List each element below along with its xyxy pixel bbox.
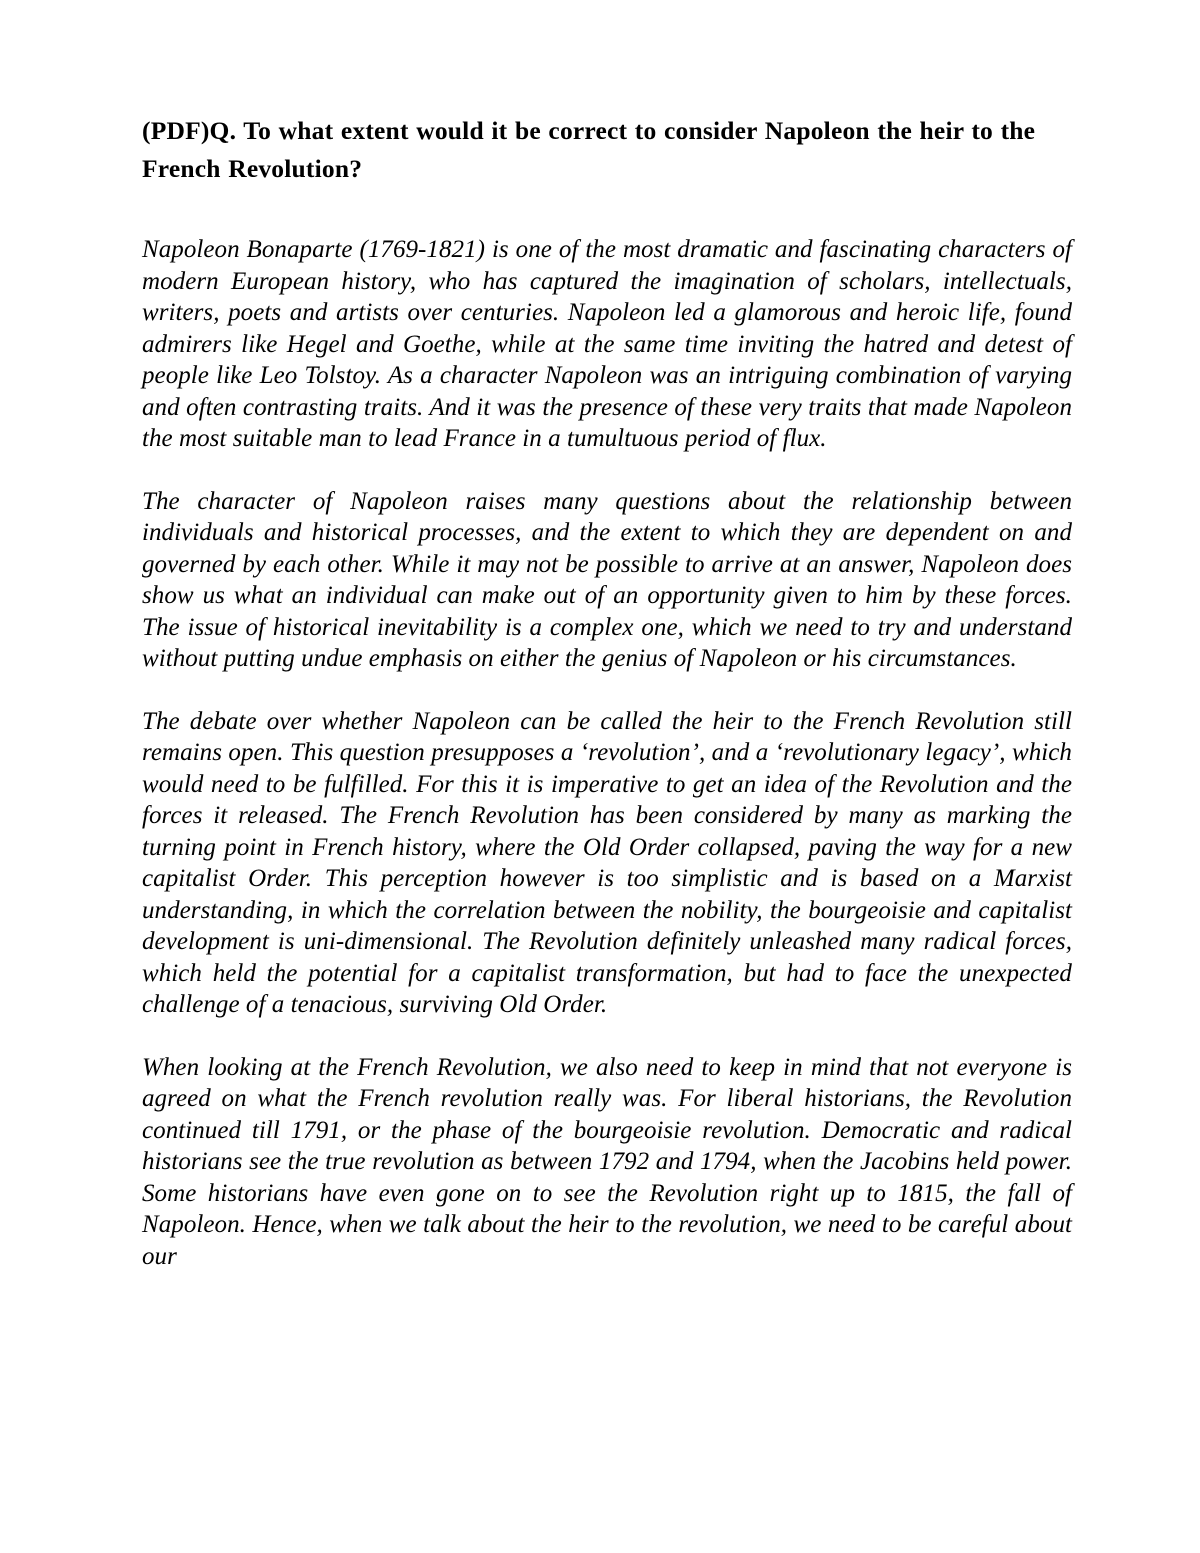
paragraph-spacer-3	[142, 1021, 1072, 1052]
paragraph-1: Napoleon Bonaparte (1769-1821) is one of the most dramatic and fascinating characters of modern European history, who has captured the imagination of scholars, intellectuals, writers, poets and artists over centuries. Napoleon led a glamorous and heroic life, found admirers like Hegel and Goethe, while at the same time inviting the hatred and detest of people like Leo Tolstoy. As a character Napoleon was an intriguing combination of varying and often contrasting traits. And it was the presence of these very traits that made Napoleon the most suitable man to lead France in a tumultuous period of flux.	[142, 236, 1072, 452]
paragraph-spacer-1	[142, 455, 1072, 486]
paragraph-spacer-2	[142, 675, 1072, 706]
document-content	[142, 112, 1072, 1272]
page-title: (PDF)Q. To what extent would it be correct to consider Napoleon the heir to the French Revolution?	[142, 116, 1036, 183]
paragraph-3: The debate over whether Napoleon can be called the heir to the French Revolution still remains open. This question presupposes a ‘revolution’, and a ‘revolutionary legacy’, which would need to be fulfilled. For this it is imperative to get an idea of the Revolution and the forces it released. The French Revolution has been considered by many as marking the turning point in French history, where the Old Order collapsed, paving the way for a new capitalist Order. This perception however is too simplistic and is based on a Marxist understanding, in which the correlation between the nobility, the bourgeoisie and capitalist development is uni-dimensional. The Revolution definitely unleashed many radical forces, which held the potential for a capitalist transformation, but had to face the unexpected challenge of a tenacious, surviving Old Order.	[142, 707, 1072, 1018]
paragraph-2: The character of Napoleon raises many questions about the relationship between individuals and historical processes, and the extent to which they are dependent on and governed by each other. While it may not be possible to arrive at an answer, Napoleon does show us what an individual can make out of an opportunity given to him by these forces. The issue of historical inevitability is a complex one, which we need to try and understand without putting undue emphasis on either the genius of Napoleon or his circumstances.	[142, 487, 1072, 672]
paragraph-4: When looking at the French Revolution, we also need to keep in mind that not everyone is agreed on what the French revolution really was. For liberal historians, the Revolution continued till 1791, or the phase of the bourgeoisie revolution. Democratic and radical historians see the true revolution as between 1792 and 1794, when the Jacobins held power. Some historians have even gone on to see the Revolution right up to 1815, the fall of Napoleon. Hence, when we talk about the heir to the revolution, we need to be careful about our	[142, 1053, 1072, 1270]
title-spacer	[142, 188, 1072, 234]
